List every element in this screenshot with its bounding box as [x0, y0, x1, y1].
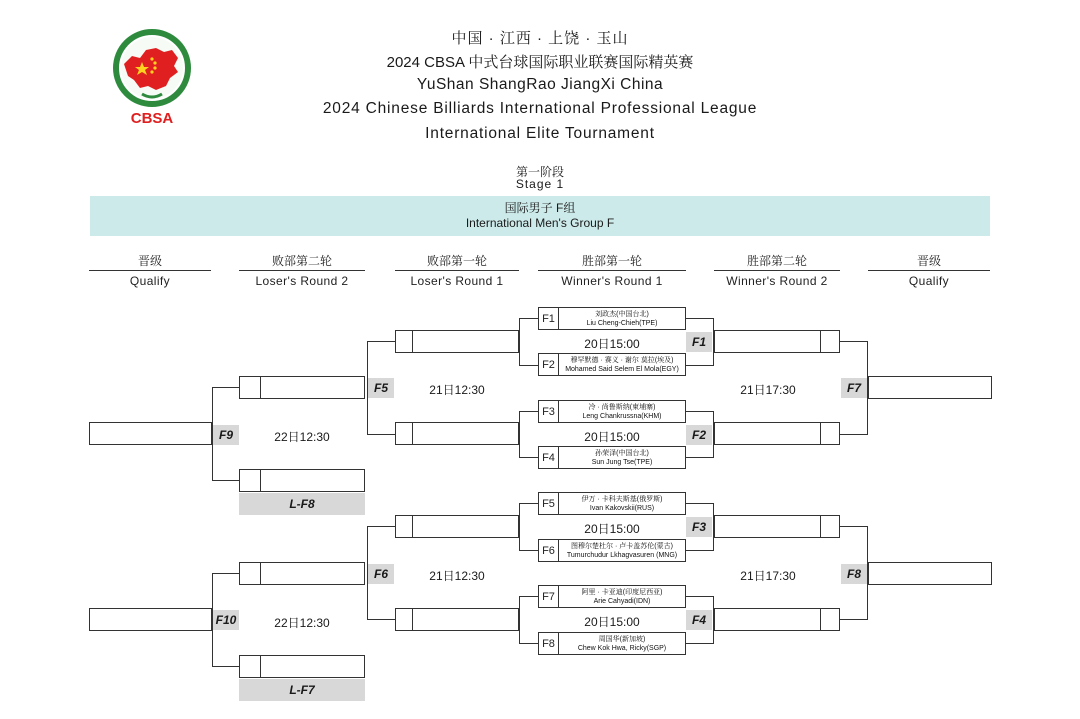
column-qualify-right: 晋级 Qualify: [868, 254, 990, 289]
player-name-en: Leng Chankrussna(KHM): [582, 413, 662, 420]
connector: [367, 526, 395, 527]
connector: [686, 365, 714, 366]
connector: [686, 643, 714, 644]
winners-r2-slot: [714, 422, 840, 445]
connector: [519, 503, 520, 551]
losers-r1-slot: [395, 608, 519, 631]
loser-tag-l-f7: L-F7: [239, 679, 365, 701]
connector: [686, 596, 714, 597]
column-winners-round-1: 胜部第一轮 Winner's Round 1: [538, 254, 686, 289]
qualify-slot-right: [868, 562, 992, 585]
player-name-en: Arie Cahyadi(IDN): [593, 598, 651, 605]
connector: [212, 573, 239, 574]
qualify-slot-right: [868, 376, 992, 399]
losers-r2-slot: [239, 655, 365, 678]
player-name-zh: 图穆尔楚杜尔 · 卢卡盖苏伦(蒙古): [571, 543, 673, 550]
player-name-zh: 阿里 · 卡亚迪(印度尼西亚): [581, 589, 663, 596]
connector: [840, 526, 868, 527]
connector: [519, 550, 539, 551]
time-losers-r1-top: 21日12:30: [429, 383, 485, 397]
losers-r2-slot: [239, 562, 365, 585]
connector: [840, 619, 868, 620]
losers-r2-slot: [239, 376, 365, 399]
player-name-zh: 伊万 · 卡科夫斯基(俄罗斯): [581, 496, 663, 503]
time-losers-r2-bottom: 22日12:30: [274, 616, 330, 630]
time-winners-r2-bottom: 21日17:30: [740, 569, 796, 583]
match-tag-f2: F2: [686, 425, 712, 445]
group-banner: [90, 196, 990, 236]
match-tag-f4: F4: [686, 610, 712, 630]
connector: [212, 480, 239, 481]
connector: [519, 596, 539, 597]
player-name-en: Ivan Kakovskii(RUS): [589, 505, 655, 512]
connector: [367, 434, 395, 435]
match-time: 20日15:00: [584, 615, 640, 629]
logo-text: CBSA: [130, 110, 174, 127]
column-qualify-left: 晋级 Qualify: [89, 254, 211, 289]
connector: [686, 318, 714, 319]
winners-r2-slot: [714, 515, 840, 538]
connector: [519, 318, 539, 319]
match-tag-f1: F1: [686, 332, 712, 352]
time-losers-r1-bottom: 21日12:30: [429, 569, 485, 583]
player-name-zh: 穆罕默德 · 赛义 · 谢尔 莫拉(埃及): [570, 357, 674, 364]
connector: [840, 434, 868, 435]
match-time: 20日15:00: [584, 522, 640, 536]
match-tag-f5: F5: [368, 378, 394, 398]
stage-en: Stage 1: [515, 177, 565, 191]
connector: [212, 387, 239, 388]
player-name-zh: 周国华(新加坡): [598, 636, 646, 643]
losers-r1-slot: [395, 515, 519, 538]
connector: [686, 411, 714, 412]
player-name-en: Mohamed Said Selem El Mola(EGY): [565, 366, 679, 373]
player-name-en: Sun Jung Tse(TPE): [591, 459, 653, 466]
player-slot: F5 伊万 · 卡科夫斯基(俄罗斯) Ivan Kakovskii(RUS): [538, 492, 686, 515]
column-losers-round-1: 败部第一轮 Loser's Round 1: [395, 254, 519, 289]
match-time: 20日15:00: [584, 337, 640, 351]
time-winners-r2-top: 21日17:30: [740, 383, 796, 397]
connector: [519, 411, 520, 458]
connector: [519, 643, 539, 644]
connector: [519, 365, 539, 366]
match-tag-f3: F3: [686, 517, 712, 537]
match-tag-f6: F6: [368, 564, 394, 584]
time-losers-r2-top: 22日12:30: [274, 430, 330, 444]
player-name-en: Liu Cheng-Chieh(TPE): [586, 320, 658, 327]
header-title-en: 2024 Chinese Billiards International Professional League: [322, 100, 758, 117]
connector: [367, 619, 395, 620]
connector: [519, 503, 539, 504]
match-tag-f8: F8: [841, 564, 867, 584]
connector: [519, 411, 539, 412]
stage-zh: 第一阶段: [515, 165, 564, 179]
loser-tag-l-f8: L-F8: [239, 493, 365, 515]
group-title-en: International Men's Group F: [465, 216, 615, 230]
connector: [686, 503, 714, 504]
column-losers-round-2: 败部第二轮 Loser's Round 2: [239, 254, 365, 289]
losers-r1-slot: [395, 422, 519, 445]
connector: [519, 457, 539, 458]
header-title-zh: 2024 CBSA 中式台球国际职业联赛国际精英赛: [386, 54, 694, 71]
group-title-zh: 国际男子 F组: [504, 201, 576, 215]
connector: [212, 666, 239, 667]
qualify-slot-left: [89, 608, 212, 631]
connector: [686, 550, 714, 551]
losers-r1-slot: [395, 330, 519, 353]
player-slot: F1 刘政杰(中国台北) Liu Cheng-Chieh(TPE): [538, 307, 686, 330]
player-name-en: Tumurchudur Lkhagvasuren (MNG): [566, 552, 678, 559]
winners-r2-slot: [714, 608, 840, 631]
player-name-en: Chew Kok Hwa, Ricky(SGP): [577, 645, 667, 652]
match-tag-f9: F9: [213, 425, 239, 445]
player-slot: F3 冷 · 尚鲁斯纳(柬埔寨) Leng Chankrussna(KHM): [538, 400, 686, 423]
connector: [686, 457, 714, 458]
player-slot: F7 阿里 · 卡亚迪(印度尼西亚) Arie Cahyadi(IDN): [538, 585, 686, 608]
match-tag-f10: F10: [213, 610, 239, 630]
qualify-slot-left: [89, 422, 212, 445]
player-name-zh: 冷 · 尚鲁斯纳(柬埔寨): [588, 404, 656, 411]
connector: [519, 318, 520, 366]
connector: [519, 596, 520, 644]
match-time: 20日15:00: [584, 430, 640, 444]
column-winners-round-2: 胜部第二轮 Winner's Round 2: [714, 254, 840, 289]
match-tag-f7: F7: [841, 378, 867, 398]
player-slot: F4 孙荣泽(中国台北) Sun Jung Tse(TPE): [538, 446, 686, 469]
header-location-en: YuShan ShangRao JiangXi China: [416, 76, 664, 93]
player-name-zh: 刘政杰(中国台北): [595, 311, 649, 318]
winners-r2-slot: [714, 330, 840, 353]
player-slot: F2 穆罕默德 · 赛义 · 谢尔 莫拉(埃及) Mohamed Said Selem El Mola(EGY): [538, 353, 686, 376]
connector: [367, 341, 395, 342]
header-location-zh: 中国 · 江西 · 上饶 · 玉山: [451, 30, 629, 47]
player-slot: F6 图穆尔楚杜尔 · 卢卡盖苏伦(蒙古) Tumurchudur Lkhagvasuren (MNG): [538, 539, 686, 562]
connector: [840, 341, 868, 342]
player-name-zh: 孙荣泽(中国台北): [595, 450, 649, 457]
player-slot: F8 周国华(新加坡) Chew Kok Hwa, Ricky(SGP): [538, 632, 686, 655]
header-subtitle-en: International Elite Tournament: [425, 125, 655, 142]
losers-r2-slot: [239, 469, 365, 492]
